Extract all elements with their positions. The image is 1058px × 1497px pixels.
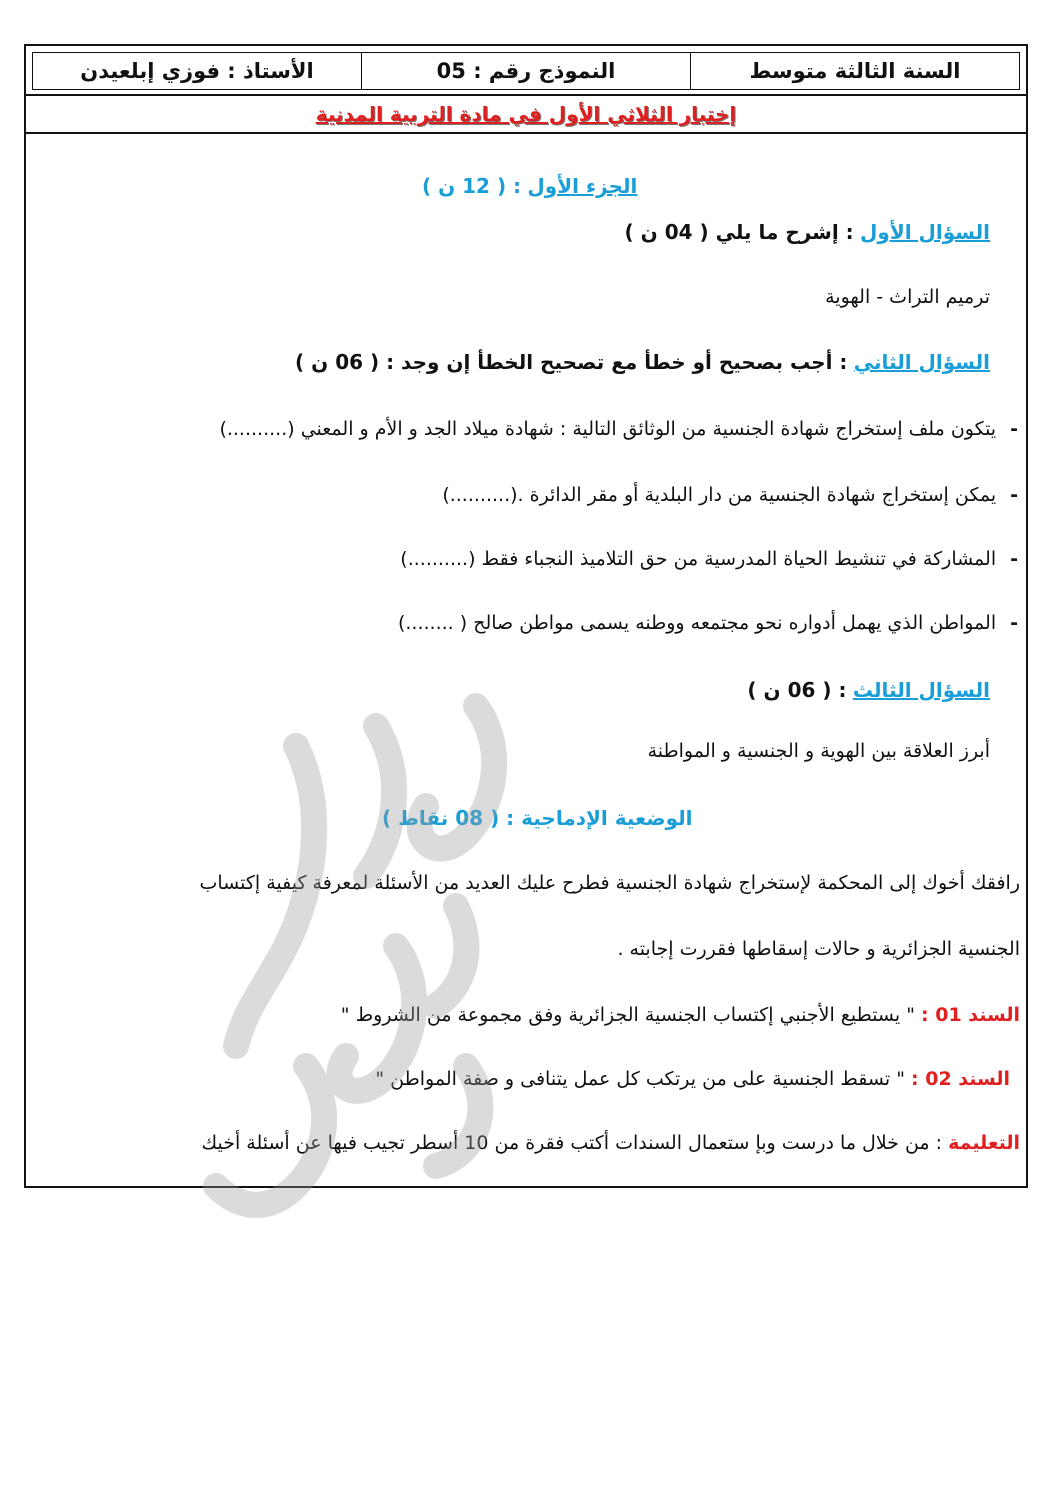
title-row (26, 96, 1026, 134)
q1-heading (625, 220, 990, 244)
document-2-text: " تسقط الجنسية على من يرتكب كل عمل يتنافى و صفة المواطن " (375, 1068, 905, 1090)
q2-label: السؤال الثاني (853, 350, 990, 374)
q1-label: السؤال الأول (860, 220, 990, 244)
integration-title: الوضعية الإدماجية : ( 08 نقاط ) (382, 806, 693, 830)
bullet-dash: - (1010, 484, 1018, 506)
q2-item-3-text: المشاركة في تنشيط الحياة المدرسية من حق التلاميذ النجباء فقط (..........) (400, 548, 997, 570)
document-1-text: " يستطيع الأجنبي إكتساب الجنسية الجزائرية وفق مجموعة من الشروط " (340, 1004, 915, 1026)
document-2-label: السند 02 : (911, 1068, 1010, 1090)
header-model-number: النموذج رقم : 05 (361, 53, 690, 89)
header-table (32, 52, 1020, 90)
q3-body: أبرز العلاقة بين الهوية و الجنسية و المواطنة (647, 740, 990, 762)
part1-points: : ( 12 ن ) (422, 174, 522, 198)
q2-item-1 (219, 418, 1018, 440)
q3-text: : ( 06 ن ) (747, 678, 847, 702)
instruction (201, 1132, 1020, 1154)
instruction-text: : من خلال ما درست وبإ ستعمال السندات أكتب فقرة من 10 أسطر تجيب فيها عن أسئلة أخيك (201, 1132, 943, 1154)
q2-heading (295, 350, 990, 374)
q1-text: : إشرح ما يلي ( 04 ن ) (624, 220, 854, 244)
q2-item-4-text: المواطن الذي يهمل أدواره نحو مجتمعه ووطنه يسمى مواطن صالح ( ........) (397, 612, 997, 634)
part1-label: الجزء الأول (527, 174, 638, 198)
bullet-dash: - (1010, 418, 1018, 440)
integration-paragraph-line2: الجنسية الجزائرية و حالات إسقاطها فقررت إجابته . (617, 938, 1020, 960)
part1-heading (422, 174, 637, 198)
bullet-dash: - (1010, 548, 1018, 570)
header-teacher: الأستاذ : فوزي إبلعيدن (80, 59, 314, 83)
q3-heading (747, 678, 990, 702)
q2-item-2 (442, 484, 1018, 506)
q2-text: : أجب بصحيح أو خطأ مع تصحيح الخطأ إن وجد : ( 06 ن ) (295, 350, 848, 374)
q2-item-3 (400, 548, 1018, 570)
instruction-label: التعليمة (948, 1132, 1020, 1154)
exam-title: إختبار الثلاثي الأول في مادة التربية المدنية (315, 102, 737, 126)
header-level: السنة الثالثة متوسط (690, 53, 1019, 89)
q1-terms: ترميم التراث - الهوية (825, 286, 990, 308)
document-2 (375, 1068, 1010, 1090)
document-1-label: السند 01 : (921, 1004, 1020, 1026)
q3-label: السؤال الثالث (852, 678, 990, 702)
exam-frame (24, 44, 1028, 1188)
bullet-dash: - (1010, 612, 1018, 634)
integration-paragraph-line1: رافقك أخوك إلى المحكمة لإستخراج شهادة الجنسية فطرح عليك العديد من الأسئلة لمعرفة كيفية إكتساب (199, 872, 1020, 894)
q2-item-1-text: يتكون ملف إستخراج شهادة الجنسية من الوثائق التالية : شهادة ميلاد الجد و الأم و المعني (..........) (219, 418, 997, 440)
q2-item-4 (398, 612, 1018, 634)
q2-item-2-text: يمكن إستخراج شهادة الجنسية من دار البلدية أو مقر الدائرة .(..........) (442, 484, 997, 506)
signature-watermark (176, 686, 576, 1246)
header-row (26, 46, 1026, 96)
document-1 (341, 1004, 1020, 1026)
